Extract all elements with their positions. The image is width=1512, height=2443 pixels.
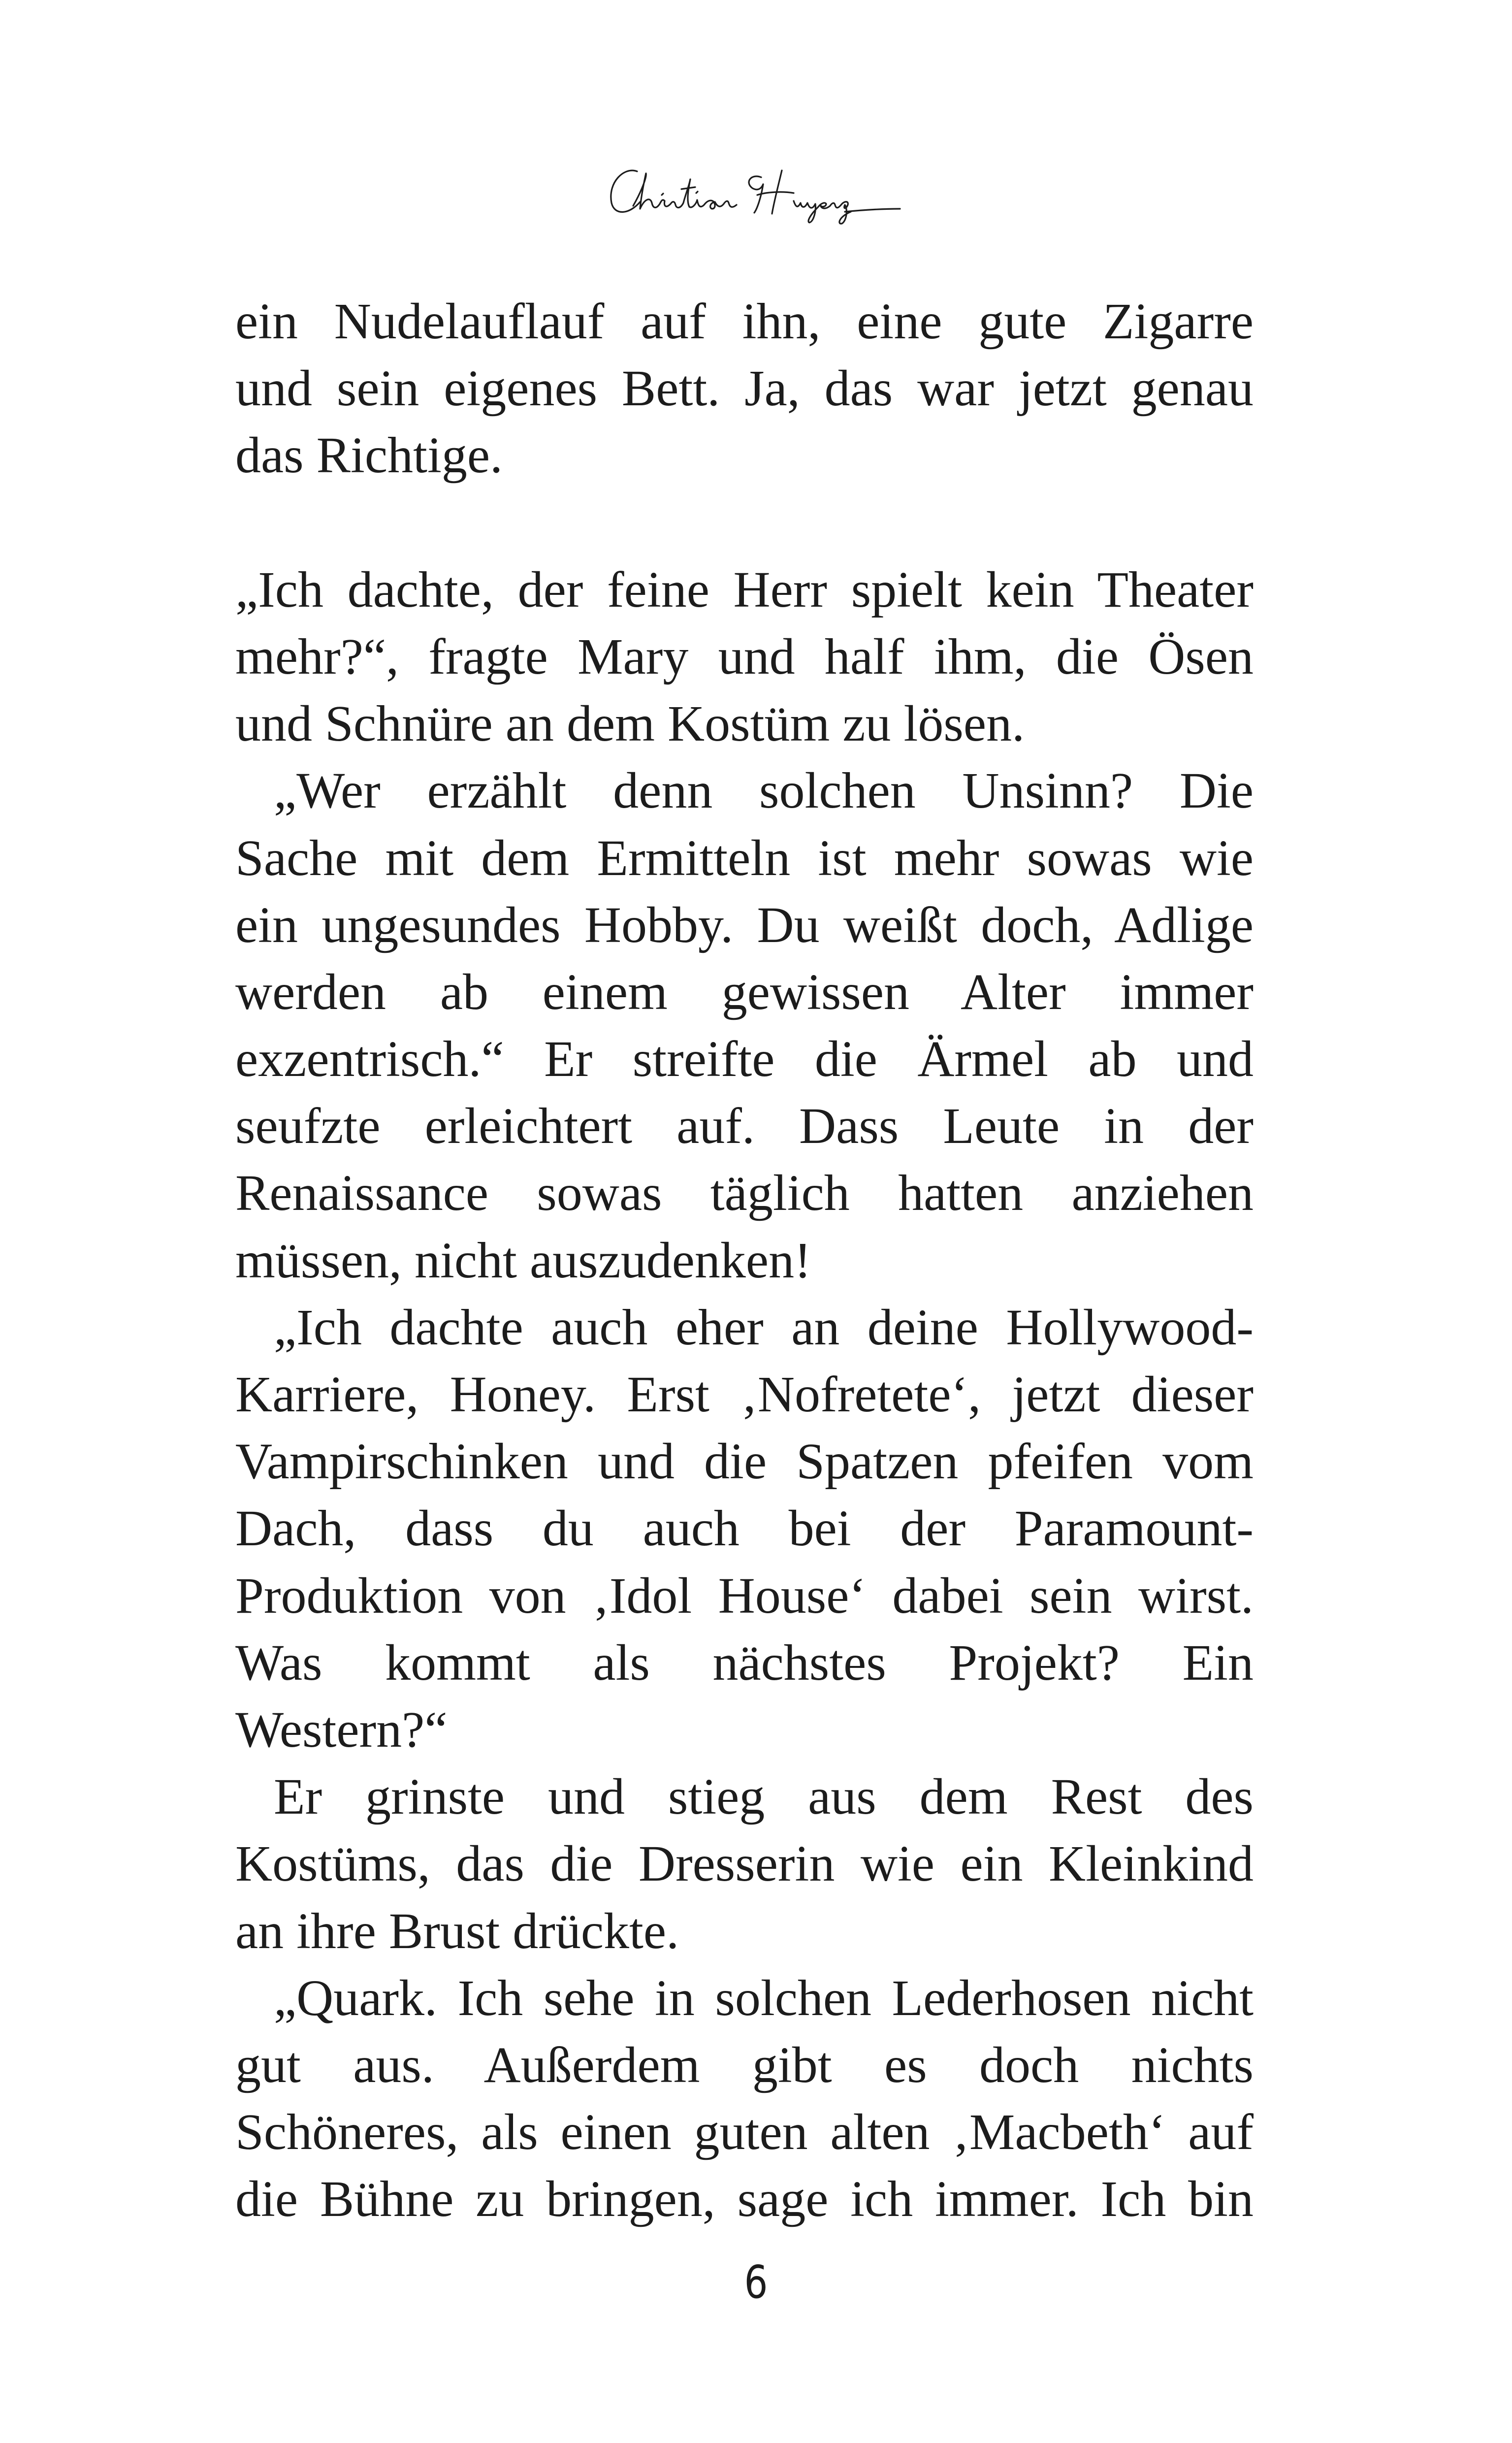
text-line: „Wer erzählt denn solchen Unsinn? Die bbox=[274, 762, 1254, 819]
text-line: Sache mit dem Ermitteln ist mehr sowas wie bbox=[235, 829, 1254, 886]
author-signature bbox=[599, 148, 914, 236]
text-line: werden ab einem gewissen Alter immer bbox=[235, 963, 1254, 1020]
paragraph bbox=[235, 288, 1254, 489]
paragraph bbox=[235, 1763, 1254, 1965]
text-line: ein Nudelauflauf auf ihn, eine gute Zigarre bbox=[235, 293, 1254, 350]
text-line: „Ich dachte, der feine Herr spielt kein Theater bbox=[235, 561, 1254, 618]
text-line: müssen, nicht auszudenken! bbox=[235, 1232, 811, 1289]
paragraph bbox=[235, 556, 1254, 758]
text-line: „Quark. Ich sehe in solchen Lederhosen nicht bbox=[274, 1969, 1254, 2026]
text-line: Produktion von ‚Idol House‘ dabei sein wirst. bbox=[235, 1567, 1254, 1624]
text-line: Western?“ bbox=[235, 1701, 448, 1758]
paragraph bbox=[235, 757, 1254, 1294]
body-text bbox=[235, 288, 1254, 2233]
text-line: und Schnüre an dem Kostüm zu lösen. bbox=[235, 695, 1025, 752]
text-line: das Richtige. bbox=[235, 427, 503, 484]
text-line: Renaissance sowas täglich hatten anziehen bbox=[235, 1165, 1254, 1222]
text-line: „Ich dachte auch eher an deine Hollywood- bbox=[274, 1299, 1254, 1356]
text-line: Was kommt als nächstes Projekt? Ein bbox=[235, 1634, 1254, 1691]
paragraph bbox=[235, 1294, 1254, 1763]
text-line: Vampirschinken und die Spatzen pfeifen vom bbox=[235, 1433, 1254, 1490]
text-line: exzentrisch.“ Er streifte die Ärmel ab und bbox=[235, 1031, 1254, 1088]
text-line: mehr?“, fragte Mary und half ihm, die Ösen bbox=[235, 628, 1254, 685]
text-line: seufzte erleichtert auf. Dass Leute in der bbox=[235, 1098, 1254, 1155]
text-line: und sein eigenes Bett. Ja, das war jetzt genau bbox=[235, 360, 1254, 417]
page-number: 6 bbox=[744, 2256, 768, 2309]
page-header bbox=[0, 148, 1512, 236]
text-line: Karriere, Honey. Erst ‚Nofretete‘, jetzt dieser bbox=[235, 1366, 1254, 1423]
text-line: ein ungesundes Hobby. Du weißt doch, Adlige bbox=[235, 896, 1254, 953]
paragraph-gap bbox=[235, 489, 1254, 556]
text-line: die Bühne zu bringen, sage ich immer. Ich bin bbox=[235, 2171, 1254, 2228]
paragraph bbox=[235, 1965, 1254, 2233]
text-line: Kostüms, das die Dresserin wie ein Kleinkind bbox=[235, 1835, 1254, 1892]
text-line: Er grinste und stieg aus dem Rest des bbox=[274, 1768, 1254, 1825]
text-line: Schöneres, als einen guten alten ‚Macbeth‘ auf bbox=[235, 2104, 1254, 2161]
text-line: gut aus. Außerdem gibt es doch nichts bbox=[235, 2036, 1254, 2093]
text-line: Dach, dass du auch bei der Paramount- bbox=[235, 1500, 1254, 1557]
text-line: an ihre Brust drückte. bbox=[235, 1902, 679, 1959]
